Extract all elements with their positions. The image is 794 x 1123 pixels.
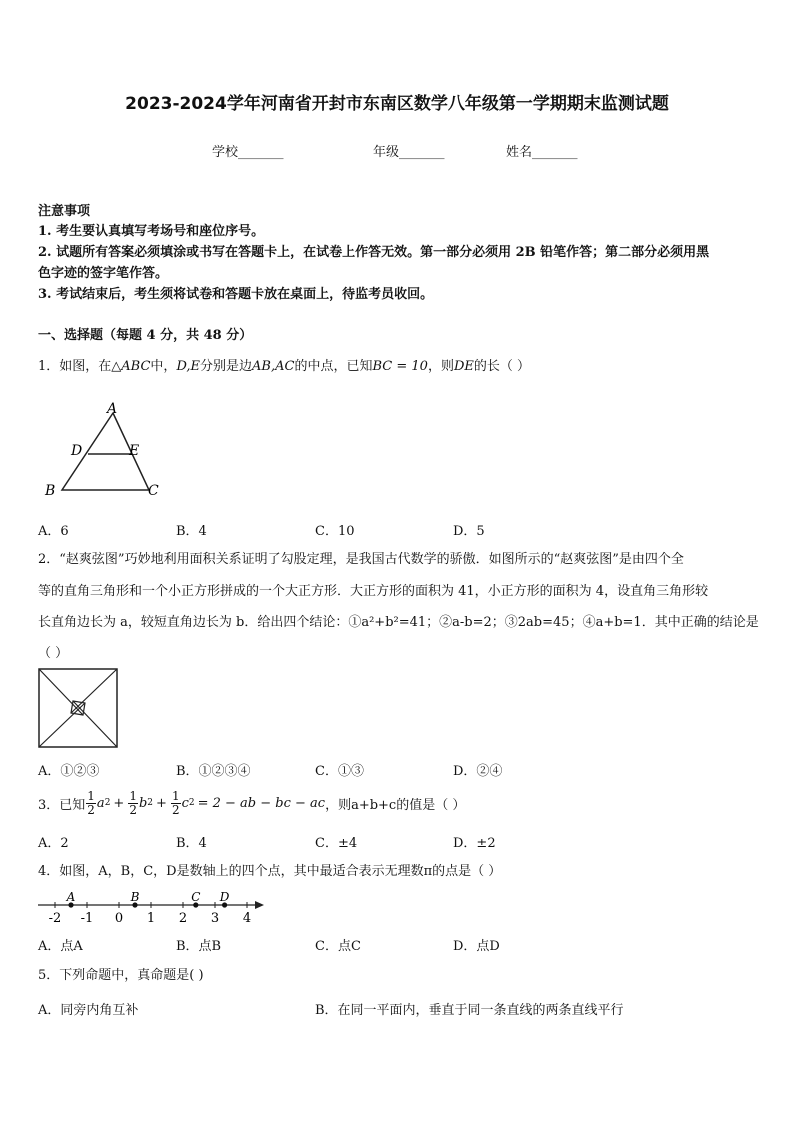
q2-zhaoshuang-figure (38, 668, 118, 748)
q3-stem (38, 785, 465, 821)
fraction-numerator: 1 (171, 788, 180, 803)
q1-triangle-figure (40, 398, 170, 500)
q1-stem (38, 357, 530, 377)
fraction-numerator: 1 (129, 788, 137, 803)
q1-sides: AB,AC (252, 359, 295, 374)
q1-option-d: D．5 (453, 524, 485, 539)
q2-line-4: （ ） (38, 646, 69, 661)
q4-option-a: A．点A (38, 939, 83, 954)
point-label-c: C (191, 890, 201, 904)
q2-line-1: 2．“赵爽弦图”巧妙地利用面积关系证明了勾股定理，是我国古代数学的骄傲．如图所示的“赵爽弦图”是由四个全 (38, 552, 684, 567)
point-label-b: B (130, 890, 140, 904)
grade-field: 年级_______ (373, 145, 445, 160)
q3-plus: + (113, 795, 125, 811)
q3-exponent: 2 (104, 798, 111, 808)
label-d: D (71, 443, 83, 459)
label-c: C (148, 483, 159, 499)
q1-text: 分别是边 (200, 359, 253, 374)
axis-tick-label: 0 (114, 911, 124, 926)
q3-option-c: C．±4 (315, 836, 358, 851)
q3-var-c: c (181, 795, 189, 811)
fraction-denominator: 2 (87, 802, 95, 817)
q4-option-d: D．点D (453, 939, 500, 954)
axis-tick-label: -1 (80, 911, 94, 926)
name-field: 姓名_______ (506, 145, 578, 160)
q1-option-c: C．10 (315, 524, 355, 539)
q2-option-d: D．②④ (453, 764, 503, 779)
q2-line-2: 等的直角三角形和一个小正方形拼成的一个大正方形．大正方形的面积为 41，小正方形的面积为 4，设直角三角形较 (38, 584, 709, 599)
q5-stem: 5．下列命题中，真命题是( ) (38, 968, 204, 983)
section-heading: 一、选择题（每题 4 分，共 48 分） (38, 328, 253, 343)
q1-option-a: A．6 (38, 524, 69, 539)
q1-text: 1．如图，在 (38, 359, 112, 374)
notice-heading: 注意事项 (38, 204, 91, 219)
notice-item-2: 2. 试题所有答案必须填涂或书写在答题卡上，在试卷上作答无效。第一部分必须用 2B 铅笔作答；第二部分必须用黑 (38, 245, 710, 260)
q3-fraction (128, 790, 138, 817)
inner-square (71, 701, 85, 715)
q3-var-b: b (138, 795, 148, 811)
q1-text: ，则 (427, 359, 454, 374)
q1-text: 中， (150, 359, 177, 374)
q3-fraction (171, 790, 181, 817)
q2-line-3: 长直角边长为 a，较短直角边长为 b．给出四个结论：①a²+b²=41；②a-b=2；③2ab=45；④a+b=1．其中正确的结论是 (38, 615, 759, 630)
q3-text: 3．已知 (38, 797, 86, 813)
q2-option-c: C．①③ (315, 764, 364, 779)
axis-tick-label: 2 (178, 911, 188, 926)
fraction-numerator: 1 (87, 788, 95, 803)
q3-text: ，则a+b+c的值是（ ） (325, 797, 466, 813)
axis-tick-label: 1 (146, 911, 156, 926)
axis-tick-label: -2 (48, 911, 62, 926)
axis-arrow (255, 901, 264, 909)
q3-option-b: B．4 (176, 836, 207, 851)
label-a: A (107, 401, 118, 417)
point-label-d: D (219, 890, 230, 904)
fraction-denominator: 2 (129, 802, 137, 817)
q1-segment: DE (453, 359, 474, 374)
q3-exponent: 2 (147, 798, 154, 808)
q1-text: 的长（ ） (473, 359, 531, 374)
label-b: B (45, 483, 56, 499)
notice-item-1: 1. 考生要认真填写考场号和座位序号。 (38, 224, 265, 239)
fraction-denominator: 2 (171, 802, 180, 817)
q3-rhs: = 2 − ab − bc − ac (197, 795, 326, 811)
q2-option-b: B．①②③④ (176, 764, 251, 779)
q5-option-a: A．同旁内角互补 (38, 1003, 139, 1018)
q4-number-line (36, 886, 268, 926)
q1-points: D,E (176, 359, 201, 374)
q5-option-b: B．在同一平面内，垂直于同一条直线的两条直线平行 (315, 1003, 624, 1018)
q3-exponent: 2 (188, 798, 195, 808)
q3-fraction (86, 790, 96, 817)
q2-option-a: A．①②③ (38, 764, 100, 779)
q4-stem: 4．如图，A，B，C，D是数轴上的四个点，其中最适合表示无理数π的点是（ ） (38, 864, 502, 879)
q1-option-b: B．4 (176, 524, 207, 539)
q3-var-a: a (96, 795, 105, 811)
q1-triangle: △ABC (111, 359, 151, 374)
q3-plus: + (156, 795, 167, 811)
point-label-a: A (66, 890, 76, 904)
label-e: E (129, 443, 140, 459)
notice-item-3: 3. 考试结束后，考生须将试卷和答题卡放在桌面上，待监考员收回。 (38, 287, 434, 302)
q4-option-c: C．点C (315, 939, 361, 954)
notice-item-2-cont: 色字迹的签字笔作答。 (38, 266, 169, 281)
q1-given: BC = 10 (372, 359, 428, 374)
axis-tick-label: 3 (210, 911, 220, 926)
q3-option-d: D．±2 (453, 836, 496, 851)
zhaoshuang-segment (39, 703, 85, 747)
school-field: 学校_______ (212, 145, 284, 160)
q1-text: 的中点，已知 (294, 359, 373, 374)
q4-option-b: B．点B (176, 939, 222, 954)
q3-option-a: A．2 (38, 836, 69, 851)
axis-tick-label: 4 (242, 911, 252, 926)
page-title: 2023-2024学年河南省开封市东南区数学八年级第一学期期末监测试题 (125, 94, 669, 114)
